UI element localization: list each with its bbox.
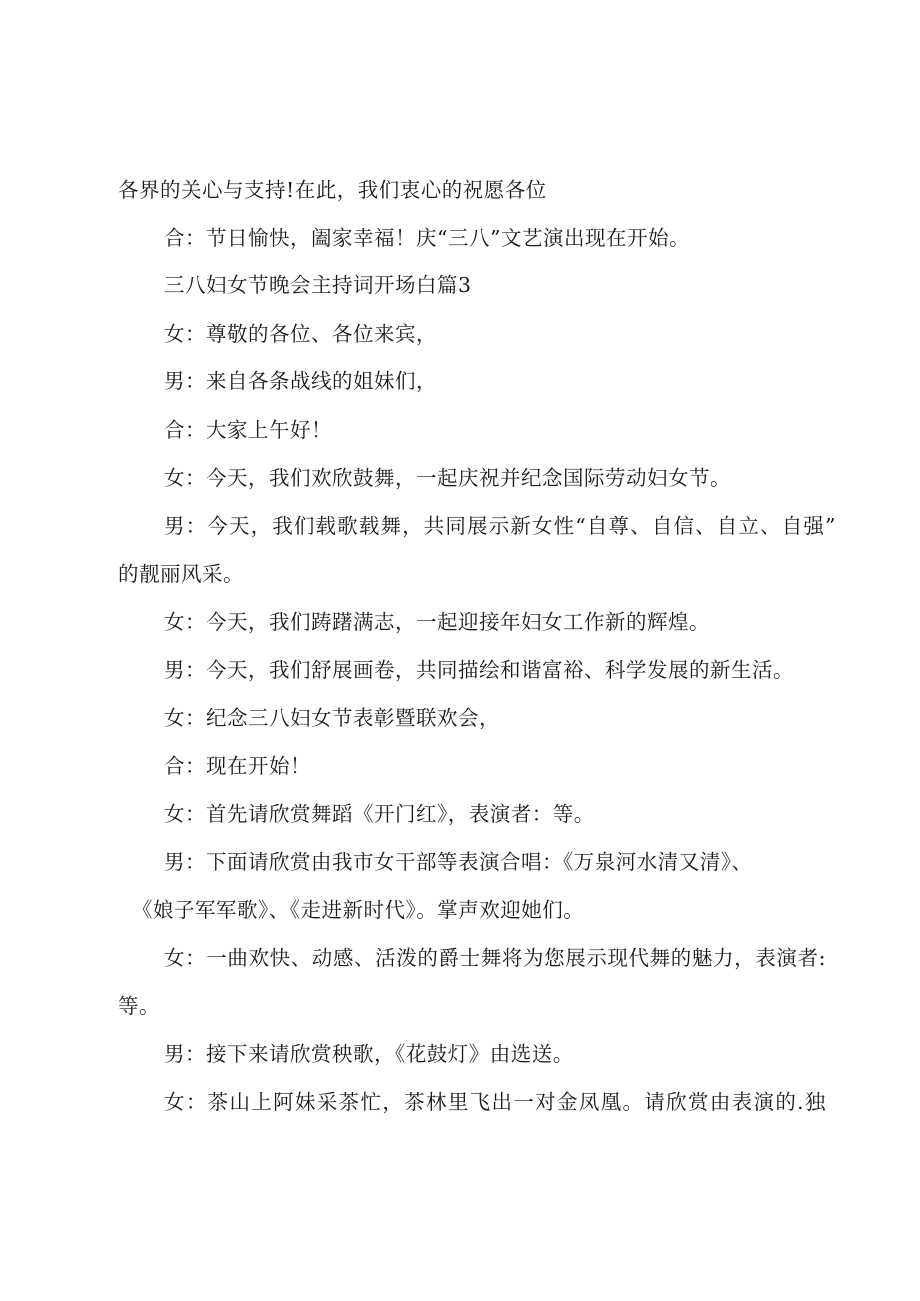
text-line-14: 女：首先请欣赏舞蹈《开门红》，表演者：等。 (164, 802, 595, 826)
text-line-9: 的靓丽风采。 (118, 562, 244, 586)
text-line-18: 等。 (118, 994, 160, 1018)
text-line-2: 合：节日愉快，阖家幸福！庆“三八”文艺演出现在开始。 (164, 226, 690, 250)
text-line-13: 合：现在开始！ (164, 754, 311, 778)
text-line-8: 男：今天，我们载歌载舞，共同展示新女性“自尊、自信、自立、自强” (164, 514, 836, 538)
text-line-1: 各界的关心与支持!在此，我们衷心的祝愿各位 (118, 178, 547, 202)
text-line-11: 男：今天，我们舒展画卷，共同描绘和谐富裕、科学发展的新生活。 (164, 658, 794, 682)
text-line-17: 女：一曲欢快、动感、活泼的爵士舞将为您展示现代舞的魅力，表演者: (164, 946, 826, 970)
text-line-5: 男：来自各条战线的姐妹们， (164, 369, 437, 393)
section-heading: 三八妇女节晚会主持词开场白篇3 (164, 273, 472, 297)
text-line-16: 《娘子军军歌》、《走进新时代》。掌声欢迎她们。 (132, 898, 585, 922)
text-line-20: 女：茶山上阿妹采茶忙，茶林里飞出一对金凤凰。请欣赏由表演的.独 (164, 1090, 826, 1114)
text-line-10: 女：今天，我们踌躇满志，一起迎接年妇女工作新的辉煌。 (164, 610, 710, 634)
text-line-6: 合：大家上午好！ (164, 418, 332, 442)
text-line-12: 女：纪念三八妇女节表彰暨联欢会， (164, 706, 500, 730)
text-line-7: 女：今天，我们欢欣鼓舞，一起庆祝并纪念国际劳动妇女节。 (164, 466, 731, 490)
text-line-19: 男：接下来请欣赏秧歌，《花鼓灯》由选送。 (164, 1042, 574, 1066)
text-line-4: 女：尊敬的各位、各位来宾， (164, 322, 437, 346)
text-line-15: 男：下面请欣赏由我市女干部等表演合唱：《万泉河水清又清》、 (164, 850, 753, 874)
